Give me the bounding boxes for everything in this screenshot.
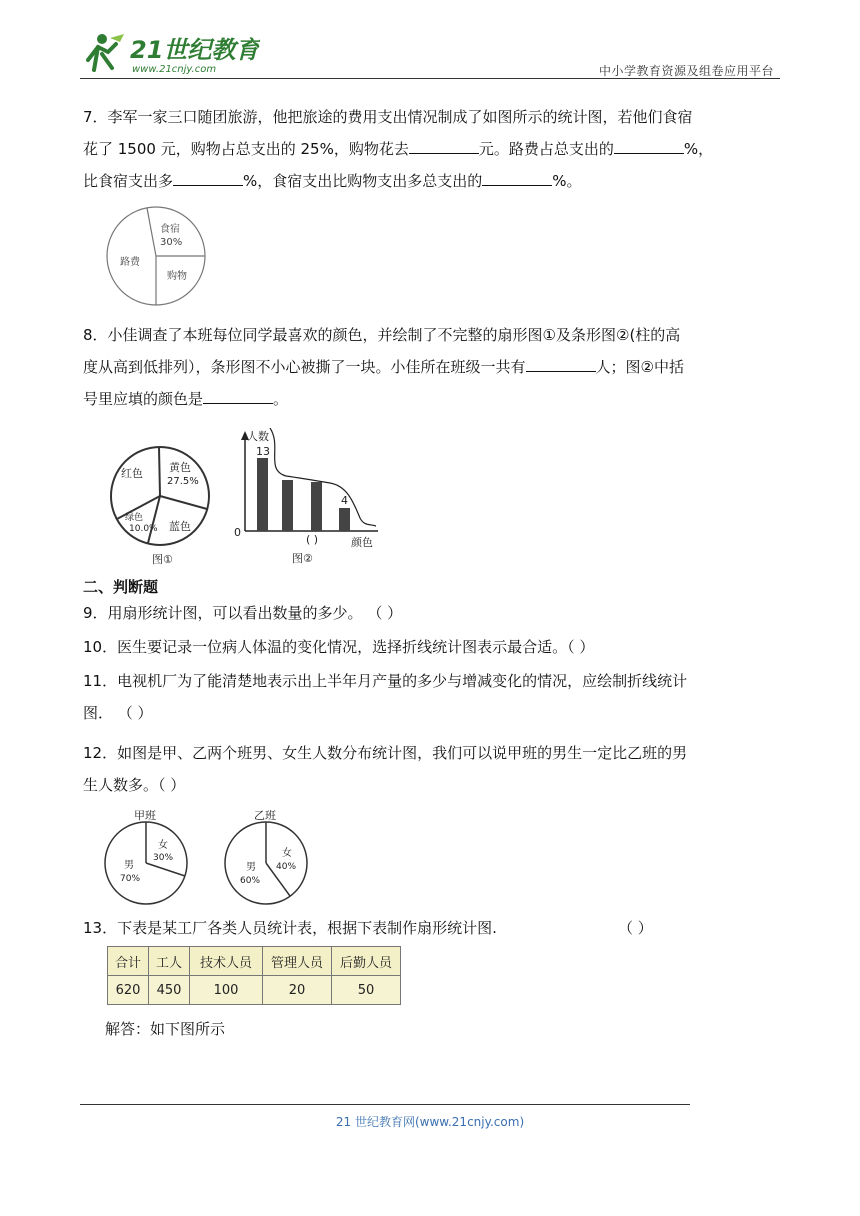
q13-answer-paren: （ ） <box>618 919 653 937</box>
table-header-cell: 后勤人员 <box>332 947 401 976</box>
pie-label-food: 食宿 <box>160 224 180 235</box>
pie-divider <box>159 447 160 496</box>
footer-link[interactable]: 21 世纪教育网(www.21cnjy.com) <box>335 1115 525 1129</box>
q7-text: %，食宿支出比购物支出多总支出的 <box>243 172 483 190</box>
figure-caption: 图② <box>292 552 313 565</box>
q8-text: 度从高到低排列），条形图不小心被撕了一块。小佳所在班级一共有 <box>83 358 526 376</box>
question-10: 10．医生要记录一位病人体温的变化情况，选择折线统计图表示最合适。（ ） <box>83 638 595 656</box>
table-header-row <box>108 947 401 976</box>
table-cell: 100 <box>190 976 263 1005</box>
pie-label-male: 男 <box>124 860 134 871</box>
site-logo <box>80 30 260 76</box>
q8-text: 号里应填的颜色是 <box>83 390 204 408</box>
question-7 <box>83 101 783 197</box>
staff-stat-table <box>107 946 401 1005</box>
question-13: 13．下表是某工厂各类人员统计表，根据下表制作扇形统计图. <box>83 919 497 937</box>
runner-icon <box>88 34 124 70</box>
class-a-pie-chart <box>100 806 192 906</box>
pie-label-female-pct: 40% <box>276 862 297 872</box>
q8-line3 <box>83 383 783 415</box>
y-axis-label: 人数 <box>247 430 269 443</box>
table-cell: 620 <box>108 976 149 1005</box>
q8-color-pie-chart <box>105 446 217 568</box>
pie-label-female: 女 <box>158 840 168 851</box>
pie-label-male-pct: 70% <box>120 874 141 884</box>
q7-line2 <box>83 133 783 165</box>
x-axis-label: 颜色 <box>351 536 373 549</box>
answer-blank[interactable] <box>173 171 243 186</box>
table-header-cell: 合计 <box>108 947 149 976</box>
answer-blank[interactable] <box>203 389 273 404</box>
table-header-cell: 工人 <box>149 947 190 976</box>
pie-title: 甲班 <box>134 809 156 822</box>
table-header-cell: 管理人员 <box>263 947 332 976</box>
table-header-cell: 技术人员 <box>190 947 263 976</box>
bar-value-label: 13 <box>256 445 270 458</box>
q7-text: 比食宿支出多 <box>83 172 174 190</box>
answer-blank[interactable] <box>482 171 552 186</box>
question-9: 9．用扇形统计图，可以看出数量的多少。 （ ） <box>83 604 403 622</box>
q7-text: %。 <box>552 172 582 190</box>
bar-value-label: 4 <box>341 494 348 507</box>
pie-label-male: 男 <box>246 862 256 873</box>
q7-text: 元。路费占总支出的 <box>478 140 614 158</box>
question-11 <box>83 665 783 729</box>
pie-label-travel: 路费 <box>120 257 140 268</box>
question-8 <box>83 319 783 415</box>
header-divider <box>80 78 780 79</box>
bar <box>311 482 322 531</box>
class-b-pie-chart <box>220 806 312 906</box>
bar <box>257 458 268 531</box>
q12-line2: 生人数多。（ ） <box>83 776 186 794</box>
pie-label-female: 女 <box>282 848 292 859</box>
bar <box>282 480 293 531</box>
q11-line2: 图． （ ） <box>83 704 153 722</box>
q8-line1: 8．小佳调查了本班每位同学最喜欢的颜色，并绘制了不完整的扇形图①及条形图②(柱的高 <box>83 326 681 344</box>
pie-label-blue: 蓝色 <box>169 520 191 533</box>
q13-answer: 解答：如下图所示 <box>105 1020 226 1038</box>
figure-caption: 图① <box>152 553 173 566</box>
pie-label-green-pct: 10.0% <box>129 524 158 534</box>
q8-color-bar-chart <box>230 428 380 568</box>
pie-label-food-pct: 30% <box>160 237 183 248</box>
logo-url: www.21cnjy.com <box>132 64 217 75</box>
q7-line1: 7．李军一家三口随团旅游，他把旅途的费用支出情况制成了如图所示的统计图，若他们食宿 <box>83 108 693 126</box>
pie-label-red: 红色 <box>121 467 143 480</box>
bar <box>339 508 350 531</box>
pie-label-yellow: 黄色 <box>169 461 191 474</box>
section-title: 二、判断题 <box>83 578 159 596</box>
answer-blank[interactable] <box>614 139 684 154</box>
pie-label-female-pct: 30% <box>153 853 174 863</box>
q7-expense-pie-chart <box>100 204 212 308</box>
table-cell: 20 <box>263 976 332 1005</box>
origin-label: 0 <box>234 526 241 539</box>
table-cell: 50 <box>332 976 401 1005</box>
q8-text: 人；图②中括 <box>595 358 684 376</box>
pie-label-male-pct: 60% <box>240 876 261 886</box>
answer-blank[interactable] <box>409 139 479 154</box>
bar-blank-label: ( ) <box>306 533 319 546</box>
q7-line3 <box>83 165 783 197</box>
pie-label-green: 绿色 <box>125 513 144 523</box>
q8-text: 。 <box>273 390 289 408</box>
footer-divider <box>80 1104 690 1105</box>
q11-line1: 11．电视机厂为了能清楚地表示出上半年月产量的多少与增减变化的情况，应绘制折线统计 <box>83 672 688 690</box>
q8-line2 <box>83 351 783 383</box>
table-cell: 450 <box>149 976 190 1005</box>
q7-text: %， <box>683 140 714 158</box>
pie-label-shop: 购物 <box>167 271 187 282</box>
table-row <box>108 976 401 1005</box>
q7-text: 花了 1500 元，购物占总支出的 25%，购物花去 <box>83 140 409 158</box>
pie-title: 乙班 <box>254 809 276 822</box>
question-12 <box>83 737 783 801</box>
header-platform-label: 中小学教育资源及组卷应用平台 <box>598 64 774 78</box>
answer-blank[interactable] <box>526 357 596 372</box>
q12-line1: 12．如图是甲、乙两个班男、女生人数分布统计图，我们可以说甲班的男生一定比乙班的男 <box>83 744 688 762</box>
pie-label-yellow-pct: 27.5% <box>167 476 199 487</box>
logo-title: 21世纪教育 <box>130 36 260 64</box>
